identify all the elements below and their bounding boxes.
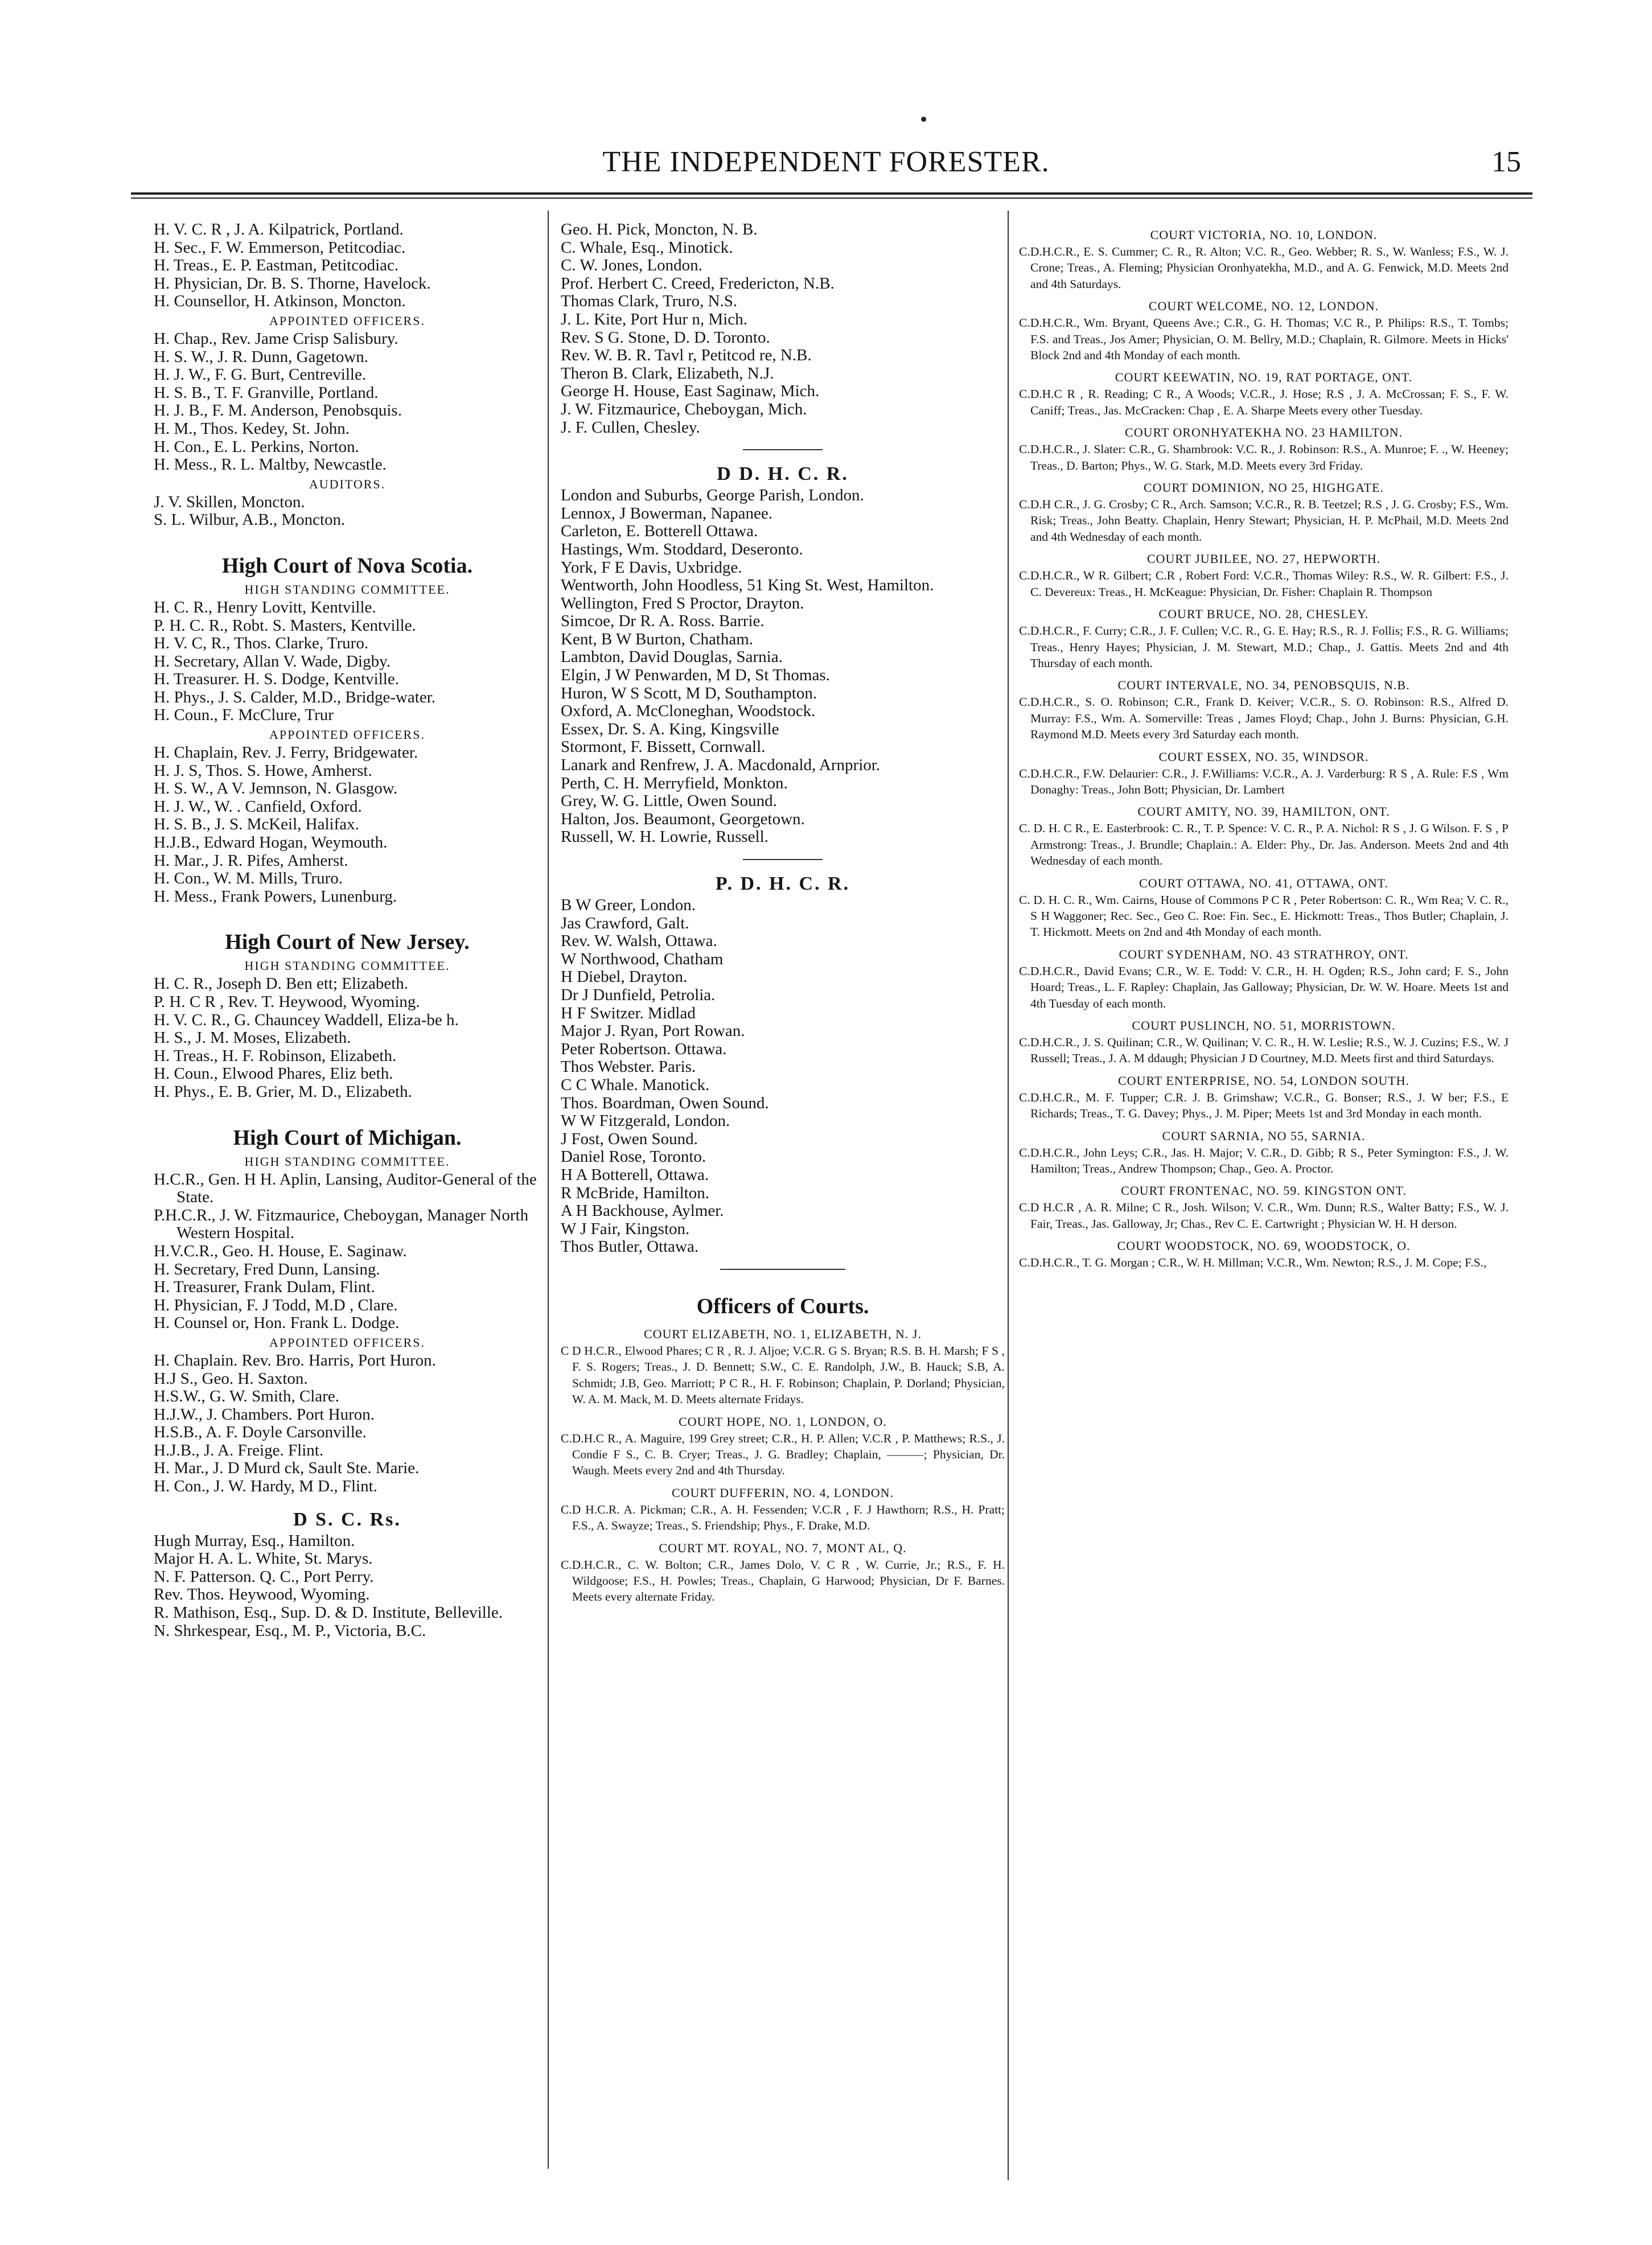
court-officers-paragraph: C. D. H. C. R., Wm. Cairns, House of Commons P C R , Peter Robertson: C. R., Wm Rea; V. C. R., S H Waggoner; Rec. Sec., Geo C. Roe: Fin. Sec., E. Hickmott: Treas., Thos Butler; Chaplain, J. T. Hickmott. Meets on 2nd and 4th Monday of each month. (1019, 893, 1509, 939)
court-officers-paragraph: C.D.H.C.R., F. Curry; C.R., J. F. Cullen; V.C. R., G. E. Hay; R.S., R. J. Follis; F.S., R. G. Williams; Treas., Henry Hayes; Physician, J. M. Stewart, M.D.; Chap., J. Gattis. Meets 2nd and 4th Thursday of each month. (1019, 624, 1509, 670)
entry-line: H. Physician, Dr. B. S. Thorne, Havelock. (154, 274, 431, 293)
entry-line: P.H.C.R., J. W. Fitzmaurice, Cheboygan, Manager North Western Hospital. (154, 1206, 529, 1243)
court-heading: COURT VICTORIA, NO. 10, LONDON. (1150, 228, 1378, 242)
entry-line: H. M., Thos. Kedey, St. John. (154, 419, 350, 438)
entry-line: H. V. C, R., Thos. Clarke, Truro. (154, 634, 369, 653)
entry-line: H. Sec., F. W. Emmerson, Petitcodiac. (154, 238, 406, 257)
entry-line: Hastings, Wm. Stoddard, Deseronto. (561, 540, 803, 558)
entry-line: Simcoe, Dr R. A. Ross. Barrie. (561, 612, 765, 631)
court-officers-paragraph: C.D H.C.R. A. Pickman; C.R., A. H. Fessenden; V.C.R , F. J Hawthorn; R.S., H. Pratt; F.S., A. Swayze; Treas., S. Friendship; Phys., F. Drake, M.D. (561, 1502, 1005, 1533)
entry-line: Russell, W. H. Lowrie, Russell. (561, 828, 769, 846)
entry-line: H.J.B., Edward Hogan, Weymouth. (154, 833, 388, 852)
entry-line: H F Switzer. Midlad (561, 1004, 696, 1022)
court-officers-paragraph: C.D.H.C.R., S. O. Robinson; C.R., Frank D. Keiver; V.C.R., S. O. Robinson: R.S., Alfred D. Murray: F.S., Wm. A. Somerville: Treas , James Floyd; Chap., John J. Burns: Physician, G.H. Raymond M.D. Meets every 3rd Saturday each month. (1019, 695, 1509, 742)
entry-line: H. Physician, F. J Todd, M.D , Clare. (154, 1296, 398, 1314)
entry-line: B W Greer, London. (561, 896, 696, 914)
section-heading: D S. C. Rs. (293, 1508, 401, 1530)
header-rule (131, 192, 1532, 195)
entry-line: Wellington, Fred S Proctor, Drayton. (561, 594, 804, 612)
entry-line: Rev. W. B. R. Tavl r, Petitcod re, N.B. (561, 346, 812, 365)
court-heading: COURT BRUCE, NO. 28, CHESLEY. (1158, 607, 1369, 622)
column-middle (561, 221, 1005, 2196)
entry-line: Thos Butler, Ottawa. (561, 1237, 699, 1256)
column-divider (548, 211, 549, 2169)
entry-line: Hugh Murray, Esq., Hamilton. (154, 1531, 355, 1550)
section-heading: High Court of New Jersey. (225, 930, 470, 955)
entry-line: Theron B. Clark, Elizabeth, N.J. (561, 364, 774, 383)
entry-line: A H Backhouse, Aylmer. (561, 1202, 724, 1220)
court-officers-paragraph: C.D.H.C.R., C. W. Bolton; C.R., James Dolo, V. C R , W. Currie, Jr.; R.S., F. H. Wildgoose; F.S., H. Powles; Treas., Chaplain, G Harwood; Physician, Dr F. Barnes. Meets every alternate Friday. (561, 1557, 1005, 1604)
entry-line: H. Mess., Frank Powers, Lunenburg. (154, 887, 397, 906)
entry-line: H.C.R., Gen. H H. Aplin, Lansing, Auditor-General of the State. (154, 1170, 537, 1207)
court-officers-paragraph: C.D.H.C R , R. Reading; C R., A Woods; V.C.R., J. Hose; R.S , J. A. McCrossan; F. S., F. W. Caniff; Treas., Jas. McCracken: Chap , E. A. Sharpe Meets every other Tuesday. (1019, 387, 1509, 417)
court-officers-paragraph: C.D H.C.R , A. R. Milne; C R., Josh. Wilson; V. C.R., Wm. Dunn; R.S., Walter Batty; F.S., W. J. Fair, Treas., Jas. Galloway, Jr; Chas., Rev C. E. Cartwright ; Physician W. H. H derson. (1019, 1200, 1509, 1231)
entry-line: H. Coun., Elwood Phares, Eliz beth. (154, 1064, 393, 1083)
ornamental-rule (720, 1269, 845, 1270)
court-officers-paragraph: C.D.H.C.R., John Leys; C.R., Jas. H. Major; V. C.R., D. Gibb; R S., Peter Symington: F.S., J. W. Hamilton; Treas., Andrew Thompson; Chap., Geo. A. Proctor. (1019, 1145, 1509, 1176)
entry-line: W J Fair, Kingston. (561, 1219, 690, 1238)
entry-line: H. Secretary, Fred Dunn, Lansing. (154, 1260, 380, 1278)
court-heading: COURT SARNIA, NO 55, SARNIA. (1162, 1128, 1366, 1143)
subheading: HIGH STANDING COMMITTEE. (244, 582, 450, 597)
page-number: 15 (1491, 146, 1521, 178)
entry-line: W W Fitzgerald, London. (561, 1112, 730, 1130)
entry-line: Prof. Herbert C. Creed, Fredericton, N.B. (561, 274, 835, 293)
entry-line: H. Counsellor, H. Atkinson, Moncton. (154, 292, 406, 311)
column-left (154, 221, 541, 2168)
column-right (1019, 221, 1509, 2185)
section-rule (743, 859, 823, 860)
subheading: AUDITORS. (309, 476, 386, 491)
entry-line: H.J.B., J. A. Freige. Flint. (154, 1441, 324, 1459)
court-officers-paragraph: C.D.H.C.R., W R. Gilbert; C.R , Robert Ford: V.C.R., Thomas Wiley: R.S., W. R. Gilbert: F.S., J. C. Devereux: Treas., H. McKeague: Physician, Dr. Fisher: Chaplain R. Thompson (1019, 569, 1509, 599)
entry-line: H. Chaplain, Rev. J. Ferry, Bridgewater. (154, 743, 418, 762)
section-rule (743, 449, 823, 450)
entry-line: C. W. Jones, London. (561, 256, 702, 275)
section-heading: High Court of Michigan. (233, 1125, 462, 1150)
entry-line: H. Secretary, Allan V. Wade, Digby. (154, 652, 391, 671)
subheading: APPOINTED OFFICERS. (269, 313, 425, 328)
entry-line: Major J. Ryan, Port Rowan. (561, 1022, 745, 1041)
entry-line: Thos Webster. Paris. (561, 1058, 696, 1076)
entry-line: H. S. B., T. F. Granville, Portland. (154, 383, 379, 402)
entry-line: Huron, W S Scott, M D, Southampton. (561, 684, 817, 702)
entry-line: Perth, C. H. Merryfield, Monkton. (561, 774, 788, 792)
entry-line: Grey, W. G. Little, Owen Sound. (561, 792, 777, 811)
entry-line: P. H. C R , Rev. T. Heywood, Wyoming. (154, 993, 420, 1011)
entry-line: W Northwood, Chatham (561, 949, 724, 968)
entry-line: Thomas Clark, Truro, N.S. (561, 292, 738, 311)
entry-line: Dr J Dunfield, Petrolia. (561, 985, 716, 1004)
entry-line: Jas Crawford, Galt. (561, 914, 689, 932)
header-rule-thin (131, 198, 1532, 199)
entry-line: H. Mar., J. D Murd ck, Sault Ste. Marie. (154, 1459, 420, 1478)
entry-line: H. S. W., A V. Jemnson, N. Glasgow. (154, 779, 398, 798)
entry-line: J. F. Cullen, Chesley. (561, 418, 700, 437)
page-header (131, 145, 1521, 182)
court-heading: COURT MT. ROYAL, NO. 7, MONT AL, Q. (659, 1540, 907, 1555)
entry-line: Thos. Boardman, Owen Sound. (561, 1093, 769, 1112)
entry-line: H. Mess., R. L. Maltby, Newcastle. (154, 455, 387, 474)
entry-line: J. W. Fitzmaurice, Cheboygan, Mich. (561, 400, 807, 418)
entry-line: H. Treasurer. H. S. Dodge, Kentville. (154, 670, 399, 689)
court-officers-paragraph: C.D.H C.R., J. G. Crosby; C R., Arch. Samson; V.C.R., R. B. Teetzel; R.S , J. G. Crosby; F.S., Wm. Risk; Treas., John Beatty. Chaplain, Henry Stewart; Physician, H. P. McPhail, M.D. Meets 2nd and 4th Wednesday of each month. (1019, 497, 1509, 544)
entry-line: Daniel Rose, Toronto. (561, 1148, 706, 1166)
entry-line: R. Mathison, Esq., Sup. D. & D. Institute, Belleville. (154, 1603, 503, 1622)
court-officers-paragraph: C.D.H.C.R., M. F. Tupper; C.R. J. B. Grimshaw; V.C.R., G. Bonser; R.S., J. W ber; F.S., E Richards; Treas., T. G. Davey; Phys., J. M. Piper; Meets 1st and 3rd Monday in each month. (1019, 1090, 1509, 1121)
entry-line: H.S.B., A. F. Doyle Carsonville. (154, 1423, 367, 1442)
court-officers-paragraph: C.D.H.C.R., Wm. Bryant, Queens Ave.; C.R., G. H. Thomas; V.C R., P. Philips: R.S., T. Tombs; F.S. and Treas., Jos Amer; Physician, O. M. Bellry, M.D.; Chaplain, R. Gilmore. Meets in Hicks' Block 2nd and 4th Monday of each month. (1019, 316, 1509, 363)
entry-line: C. Whale, Esq., Minotick. (561, 238, 733, 257)
running-title: THE INDEPENDENT FORESTER. (602, 146, 1050, 178)
court-heading: COURT WOODSTOCK, NO. 69, WOODSTOCK, O. (1117, 1239, 1411, 1253)
court-heading: COURT ELIZABETH, NO. 1, ELIZABETH, N. J. (643, 1326, 922, 1341)
entry-line: C C Whale. Manotick. (561, 1075, 710, 1094)
court-heading: COURT HOPE, NO. 1, LONDON, O. (679, 1414, 887, 1429)
entry-line: J. L. Kite, Port Hur n, Mich. (561, 310, 747, 328)
court-heading: COURT SYDENHAM, NO. 43 STRATHROY, ONT. (1119, 947, 1409, 961)
court-heading: COURT INTERVALE, NO. 34, PENOBSQUIS, N.B. (1117, 678, 1410, 693)
subheading: APPOINTED OFFICERS. (269, 1335, 425, 1350)
court-officers-paragraph: C D H.C.R., Elwood Phares; C R , R. J. Aljoe; V.C.R. G S. Bryan; R.S. B. H. Marsh; F S , F. S. Rogers; Treas., J. D. Bennett; S.W., C. E. Randolph, J.W., B. Hauck; S.B, A. Schmidt; J.B, Geo. Marriott; P C R., H. F. Robinson; Chaplain, P. Dorland; Physician, W. A. M. Mack, M. D. Meets alternate Fridays. (561, 1343, 1005, 1407)
entry-line: Lanark and Renfrew, J. A. Macdonald, Arnprior. (561, 756, 881, 775)
entry-line: H. Counsel or, Hon. Frank L. Dodge. (154, 1314, 400, 1333)
court-heading: COURT DOMINION, NO 25, HIGHGATE. (1144, 480, 1384, 495)
entry-line: H. Treas., E. P. Eastman, Petitcodiac. (154, 256, 399, 275)
entry-line: H. Coun., F. McClure, Trur (154, 706, 334, 725)
court-heading: COURT PUSLINCH, NO. 51, MORRISTOWN. (1132, 1018, 1396, 1033)
column-divider (1008, 211, 1009, 2180)
court-officers-paragraph: C.D.H.C.R., David Evans; C.R., W. E. Todd: V. C.R., H. H. Ogden; R.S., John card; F. S., John Hoard; Treas., L. F. Rapley: Chaplain, Jas Galloway; Physician, Dr. W. W. Hoare. Meets 1st and 4th Tuesday of each month. (1019, 964, 1509, 1010)
entry-line: H. V. C. R., G. Chauncey Waddell, Eliza-be h. (154, 1010, 459, 1029)
entry-line: R McBride, Hamilton. (561, 1183, 709, 1202)
entry-line: Oxford, A. McCloneghan, Woodstock. (561, 702, 816, 721)
entry-line: Wentworth, John Hoodless, 51 King St. West, Hamilton. (561, 576, 934, 595)
section-heading: D D. H. C. R. (717, 463, 849, 485)
entry-line: H. Con., W. M. Mills, Truro. (154, 869, 343, 888)
entry-line: H. Phys., E. B. Grier, M. D., Elizabeth. (154, 1082, 412, 1101)
court-heading: COURT ENTERPRISE, NO. 54, LONDON SOUTH. (1117, 1073, 1410, 1088)
section-heading: High Court of Nova Scotia. (221, 553, 473, 578)
entry-line: H. Mar., J. R. Pifes, Amherst. (154, 851, 348, 870)
entry-line: H. J. W., W. . Canfield, Oxford. (154, 797, 362, 816)
court-heading: COURT ESSEX, NO. 35, WINDSOR. (1158, 749, 1369, 764)
entry-line: H.V.C.R., Geo. H. House, E. Saginaw. (154, 1241, 407, 1260)
entry-line: Kent, B W Burton, Chatham. (561, 630, 754, 648)
court-heading: COURT JUBILEE, NO. 27, HEPWORTH. (1146, 552, 1381, 566)
entry-line: H. Treas., H. F. Robinson, Elizabeth. (154, 1046, 397, 1065)
court-heading: COURT KEEWATIN, NO. 19, RAT PORTAGE, ONT. (1115, 370, 1413, 385)
entry-line: Elgin, J W Penwarden, M D, St Thomas. (561, 666, 830, 685)
entry-line: H.S.W., G. W. Smith, Clare. (154, 1387, 340, 1406)
entry-line: H. Chaplain. Rev. Bro. Harris, Port Huron. (154, 1351, 436, 1370)
entry-line: George H. House, East Saginaw, Mich. (561, 382, 820, 401)
entry-line: H. Chap., Rev. Jame Crisp Salisbury. (154, 329, 398, 348)
entry-line: J Fost, Owen Sound. (561, 1129, 698, 1148)
section-heading: Officers of Courts. (696, 1294, 869, 1318)
court-officers-paragraph: C.D.H.C R., A. Maguire, 199 Grey street; C.R., H. P. Allen; V.C.R , P. Matthews; R.S., J. Condie F S., C. B. Cryer; Treas., J. G. Bradley; Chaplain, ———; Physician, Dr. Waugh. Meets every 2nd and 4th Thursday. (561, 1431, 1005, 1478)
court-heading: COURT WELCOME, NO. 12, LONDON. (1148, 299, 1379, 314)
entry-line: Carleton, E. Botterell Ottawa. (561, 522, 758, 541)
subheading: HIGH STANDING COMMITTEE. (244, 959, 450, 973)
entry-line: H. J. W., F. G. Burt, Centreville. (154, 365, 367, 384)
court-heading: COURT AMITY, NO. 39, HAMILTON, ONT. (1137, 804, 1390, 819)
court-officers-paragraph: C.D.H.C.R., F.W. Delaurier: C.R., J. F.Williams: V.C.R., A. J. Varderburg: R S , A. Rule: F.S , Wm Donaghy: Treas., John Bott; Physician, Dr. Lambert (1019, 766, 1509, 796)
entry-line: York, F E Davis, Uxbridge. (561, 558, 742, 577)
entry-line: Peter Robertson. Ottawa. (561, 1039, 727, 1058)
entry-line: H. C. R., Joseph D. Ben ett; Elizabeth. (154, 975, 409, 993)
entry-line: H. Con., J. W. Hardy, M D., Flint. (154, 1477, 377, 1496)
court-officers-paragraph: C.D.H.C.R., E. S. Cummer; C. R., R. Alton; V.C. R., Geo. Webber; R. S., W. Wanless; F.S., W. J. Crone; Treas., A. Fleming; Physician Oronhyatekha, M.D., and A. G. Fenwick, M.D. Meets 2nd and 4th Saturdays. (1019, 245, 1509, 291)
entry-line: Essex, Dr. S. A. King, Kingsville (561, 719, 779, 738)
entry-line: Major H. A. L. White, St. Marys. (154, 1549, 373, 1568)
entry-line: H. J. B., F. M. Anderson, Penobsquis. (154, 401, 402, 420)
entry-line: H. J. S, Thos. S. Howe, Amherst. (154, 761, 372, 780)
court-heading: COURT DUFFERIN, NO. 4, LONDON. (671, 1485, 894, 1500)
entry-line: H.J S., Geo. H. Saxton. (154, 1369, 308, 1388)
entry-line: H.J.W., J. Chambers. Port Huron. (154, 1405, 375, 1424)
court-heading: COURT ORONHYATEKHA NO. 23 HAMILTON. (1125, 425, 1403, 440)
entry-line: H A Botterell, Ottawa. (561, 1165, 709, 1184)
entry-line: Rev. Thos. Heywood, Wyoming. (154, 1585, 370, 1604)
entry-line: P. H. C. R., Robt. S. Masters, Kentville. (154, 616, 416, 635)
entry-line: S. L. Wilbur, A.B., Moncton. (154, 511, 346, 529)
entry-line: H. S., J. M. Moses, Elizabeth. (154, 1029, 351, 1047)
entry-line: H Diebel, Drayton. (561, 968, 688, 986)
entry-line: H. S. W., J. R. Dunn, Gagetown. (154, 347, 369, 366)
court-heading: COURT OTTAWA, NO. 41, OTTAWA, ONT. (1139, 875, 1388, 890)
entry-line: Rev. S G. Stone, D. D. Toronto. (561, 328, 770, 347)
entry-line: N. Shrkespear, Esq., M. P., Victoria, B.C. (154, 1621, 426, 1640)
entry-line: Halton, Jos. Beaumont, Georgetown. (561, 809, 805, 828)
court-officers-paragraph: C.D.H.C.R., J. S. Quilinan; C.R., W. Quilinan; V. C. R., H. W. Leslie; R.S., W. J. Cuzins; F.S., W. J Russell; Treas., J. A. M ddaugh; Physician J D Courtney, M.D. Meets first and third Saturdays. (1019, 1035, 1509, 1066)
entry-line: London and Suburbs, George Parish, London. (561, 486, 864, 505)
entry-line: Lennox, J Bowerman, Napanee. (561, 504, 773, 523)
subheading: HIGH STANDING COMMITTEE. (244, 1154, 450, 1169)
entry-line: H. Con., E. L. Perkins, Norton. (154, 437, 359, 456)
entry-line: H. C. R., Henry Lovitt, Kentville. (154, 598, 376, 616)
entry-line: Geo. H. Pick, Moncton, N. B. (561, 221, 758, 239)
entry-line: Stormont, F. Bissett, Cornwall. (561, 738, 766, 756)
entry-line: Rev. W. Walsh, Ottawa. (561, 932, 717, 951)
subheading: APPOINTED OFFICERS. (269, 727, 425, 742)
section-heading: P. D. H. C. R. (715, 873, 850, 894)
entry-line: H. V. C. R , J. A. Kilpatrick, Portland. (154, 221, 404, 239)
ornament-dot (921, 117, 926, 122)
court-officers-paragraph: C.D.H.C.R., J. Slater: C.R., G. Shambrook: V.C. R., J. Robinson: R.S., A. Munroe; F. ., W. Heeney; Treas., D. Barton; Phys., W. G. Stark, M.D. Meets every 3rd Friday. (1019, 442, 1509, 472)
entry-line: H. S. B., J. S. McKeil, Halifax. (154, 815, 359, 834)
entry-line: N. F. Patterson. Q. C., Port Perry. (154, 1567, 374, 1586)
court-heading: COURT FRONTENAC, NO. 59. KINGSTON ONT. (1121, 1183, 1407, 1198)
entry-line: H. Treasurer, Frank Dulam, Flint. (154, 1278, 375, 1297)
entry-line: J. V. Skillen, Moncton. (154, 492, 305, 511)
entry-line: Lambton, David Douglas, Sarnia. (561, 648, 783, 667)
court-officers-paragraph: C. D. H. C R., E. Easterbrook: C. R., T. P. Spence: V. C. R., P. A. Nichol: R S , J. G Wilson. F. S , P Armstrong: Treas., J. Brundle; Chaplain.: A. Elder: Phy., Dr. Jas. Anderson. Meets 2nd and 4th Wednesday of each month. (1019, 821, 1509, 868)
court-officers-paragraph: C.D.H.C.R., T. G. Morgan ; C.R., W. H. Millman; V.C.R., Wm. Newton; R.S., J. M. Cope; F.S., (1019, 1256, 1487, 1270)
entry-line: H. Phys., J. S. Calder, M.D., Bridge-water. (154, 688, 436, 706)
